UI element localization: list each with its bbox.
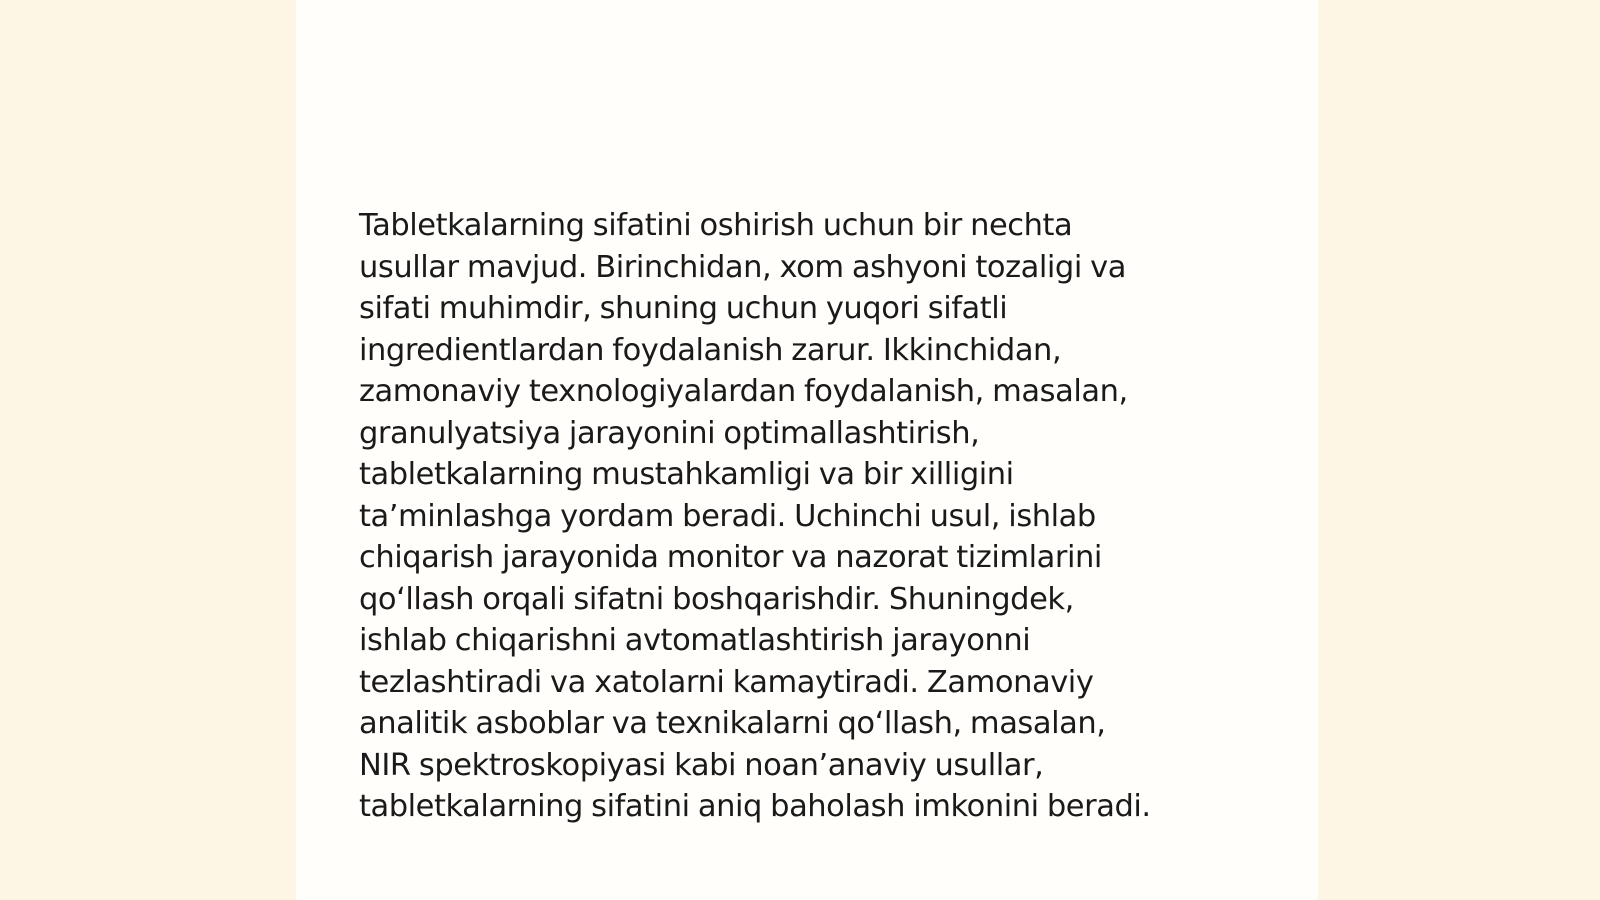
paragraph-line: sifati muhimdir, shuning uchun yuqori sifatli <box>359 291 1008 326</box>
paragraph-line: tabletkalarning mustahkamligi va bir xilligini <box>359 457 1014 492</box>
paragraph-line: qo‘llash orqali sifatni boshqarishdir. Shuningdek, <box>359 581 1074 617</box>
paragraph-line: tabletkalarning sifatini aniq baholash imkonini beradi. <box>359 789 1151 824</box>
paragraph-line: Tabletkalarning sifatini oshirish uchun bir nechta <box>359 208 1073 243</box>
paragraph-line: usullar mavjud. Birinchidan, xom ashyoni tozaligi va <box>359 249 1126 285</box>
paragraph-line: tezlashtiradi va xatolarni kamaytiradi. Zamonaviy <box>359 664 1094 700</box>
paragraph-line: ta’minlashga yordam beradi. Uchinchi usul, ishlab <box>359 498 1096 534</box>
document-page <box>296 0 1318 900</box>
body-paragraph <box>359 205 1299 828</box>
paragraph-line: ingredientlardan foydalanish zarur. Ikkinchidan, <box>359 332 1062 368</box>
paragraph-line: chiqarish jarayonida monitor va nazorat tizimlarini <box>359 540 1102 575</box>
paragraph-line: ishlab chiqarishni avtomatlashtirish jarayonni <box>359 623 1031 658</box>
paragraph-line: NIR spektroskopiyasi kabi noan’anaviy usullar, <box>359 747 1044 783</box>
paragraph-line: granulyatsiya jarayonini optimallashtirish, <box>359 415 980 451</box>
paragraph-line: analitik asboblar va texnikalarni qo‘llash, masalan, <box>359 706 1106 741</box>
paragraph-line: zamonaviy texnologiyalardan foydalanish, masalan, <box>359 374 1128 409</box>
